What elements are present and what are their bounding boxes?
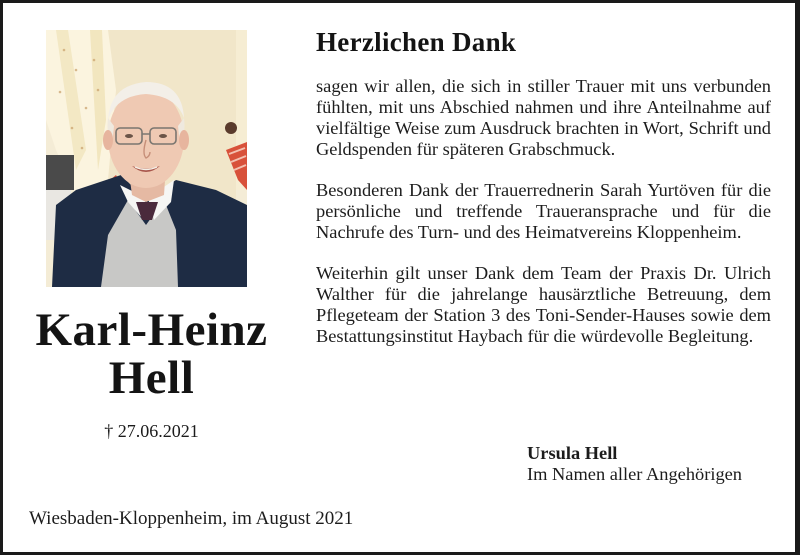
paragraph-thanks: sagen wir allen, die sich in stiller Trauer mit uns verbunden fühlten, mit uns Abschied nahmen und ihre Anteilnahme auf vielfältige Weise zum Ausdruck brachten in Wort, Schrift und Geldspenden für späteren Grabschmuck.	[316, 76, 771, 159]
deceased-first-name: Karl-Heinz	[35, 304, 268, 356]
death-date: † 27.06.2021	[104, 421, 199, 441]
portrait-image	[46, 30, 247, 287]
portrait-photo	[46, 30, 247, 287]
signature-subtitle: Im Namen aller Angehörigen	[527, 464, 742, 484]
notice-body	[316, 76, 771, 367]
paragraph-special-thanks: Besonderen Dank der Trauerrednerin Sarah Yurtöven für die persönliche und treffende Traueransprache und für die Nachrufe des Turn- und des Heimatvereins Kloppenheim.	[316, 180, 771, 242]
deceased-last-name: Hell	[108, 352, 195, 404]
place-and-date: Wiesbaden-Kloppenheim, im August 2021	[29, 508, 354, 529]
notice-heading: Herzlichen Dank	[316, 27, 517, 57]
paragraph-further-thanks: Weiterhin gilt unser Dank dem Team der Praxis Dr. Ulrich Walther für die jahrelange hausärztliche Betreuung, dem Pflegeteam der Station 3 des Toni-Sender-Hauses sowie dem Bestattungsinstitut Haybach für die würdevolle Begleitung.	[316, 263, 771, 346]
signature-block	[527, 443, 742, 485]
signature-name: Ursula Hell	[527, 443, 618, 463]
